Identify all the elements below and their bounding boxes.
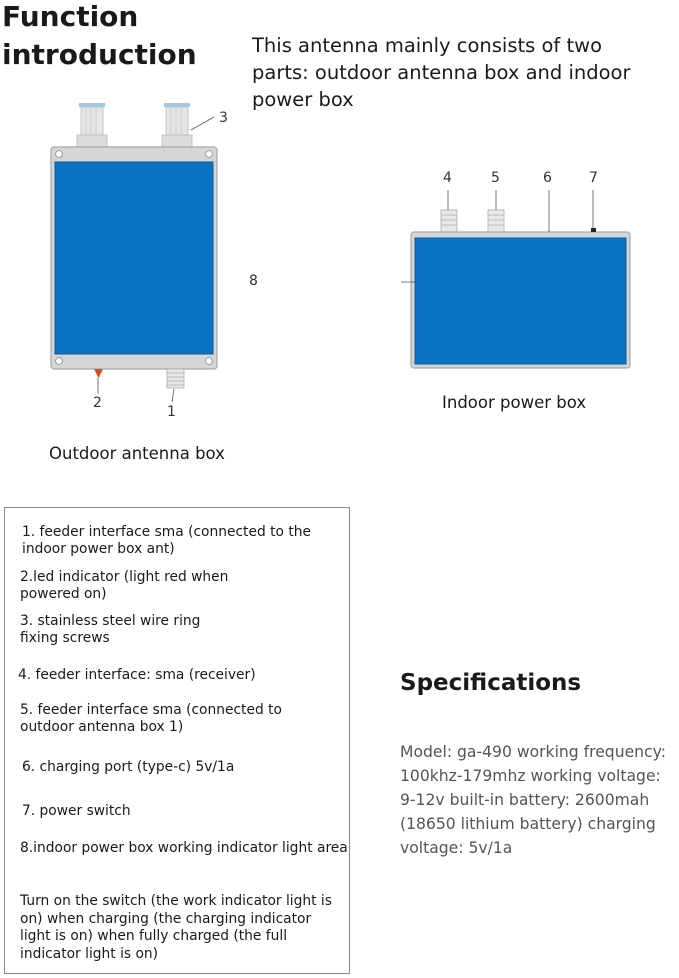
indoor-box-caption: Indoor power box	[442, 393, 587, 412]
specifications-body: Model: ga-490 working frequency: 100khz-179mhz working voltage: 9-12v built-in battery: 2600mah (18650 lithium battery) charging voltage: 5v/1a	[400, 743, 666, 857]
outdoor-box-caption: Outdoor antenna box	[49, 444, 225, 463]
feature-item-8: 8.indoor power box working indicator light area	[20, 840, 348, 856]
feature-item-4: 4. feeder interface: sma (receiver)	[18, 667, 256, 683]
indoor-sma-outdoor	[488, 210, 504, 233]
outdoor-led-indicator	[94, 369, 103, 378]
callout-8: 8	[249, 273, 258, 289]
outdoor-blue-panel	[55, 162, 213, 354]
intro-text: This antenna mainly consists of two parts: outdoor antenna box and indoor power box	[252, 34, 631, 111]
specifications-title: Specifications	[400, 670, 582, 696]
page-title: Function introduction	[2, 0, 197, 71]
feature-item-6: 6. charging port (type-c) 5v/1a	[22, 759, 235, 775]
feature-item-5: 5. feeder interface sma (connected to outdoor antenna box 1)	[20, 702, 282, 735]
outdoor-top-connector-left	[77, 103, 107, 147]
feature-item-2: 2.led indicator (light red when powered on)	[20, 569, 229, 602]
callout-7: 7	[589, 170, 598, 186]
outdoor-antenna-box	[51, 103, 217, 402]
callout-2: 2	[93, 395, 102, 411]
feature-item-3: 3. stainless steel wire ring fixing screws	[20, 613, 201, 646]
outdoor-top-connector-right	[162, 103, 192, 147]
outdoor-bottom-sma	[167, 369, 184, 388]
callout-4: 4	[443, 170, 452, 186]
callout-1: 1	[167, 404, 176, 420]
charging-note: Turn on the switch (the work indicator light is on) when charging (the charging indicator light is on) when fully charged (the full indicator light is on)	[20, 893, 332, 962]
indoor-blue-panel	[415, 238, 626, 364]
feature-item-1: 1. feeder interface sma (connected to the indoor power box ant)	[22, 524, 311, 557]
callout-3: 3	[219, 110, 228, 126]
callout-5: 5	[491, 170, 500, 186]
indoor-power-box	[401, 190, 630, 368]
callout-6: 6	[543, 170, 552, 186]
indoor-power-switch	[591, 228, 596, 232]
feature-item-7: 7. power switch	[22, 803, 131, 819]
indoor-sma-receiver	[441, 210, 457, 233]
